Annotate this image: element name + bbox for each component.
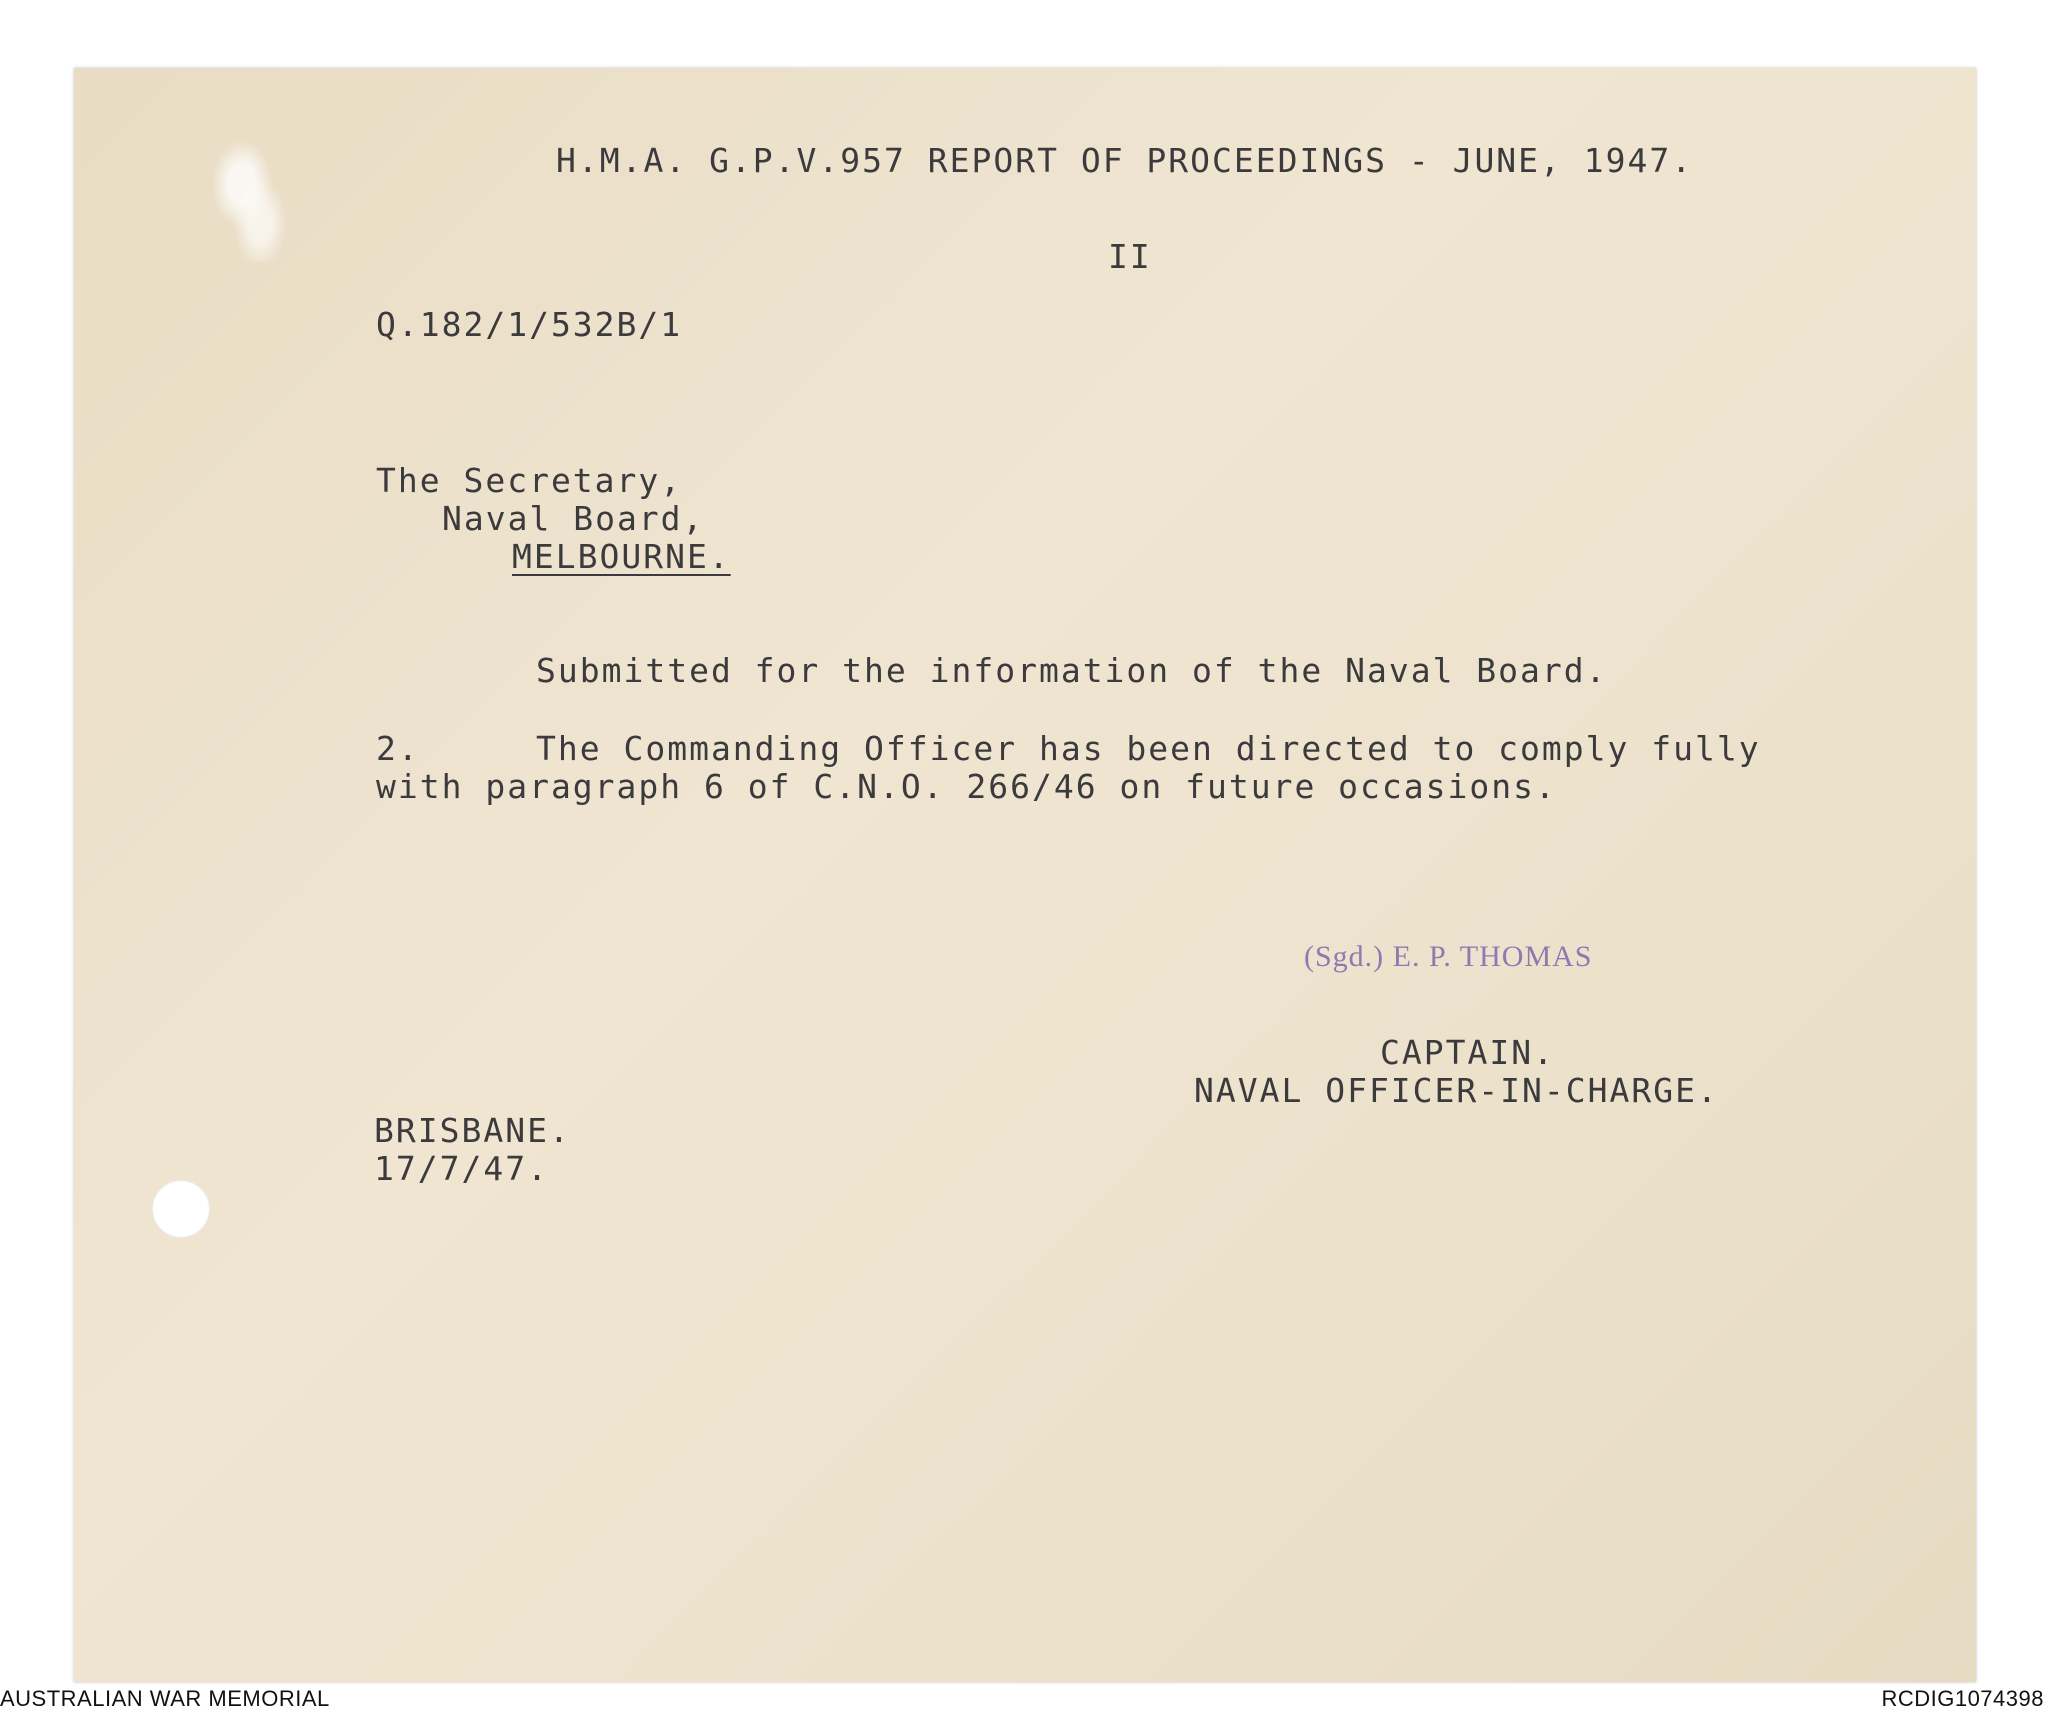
paragraph-2-number: 2.	[376, 729, 420, 768]
footer-identifier: RCDIG1074398	[1881, 1686, 2044, 1711]
reference-number: Q.182/1/532B/1	[376, 305, 683, 344]
addressee-line-1: The Secretary,	[376, 461, 683, 500]
addressee-line-2: Naval Board,	[442, 499, 705, 538]
document-sheet	[74, 68, 1976, 1682]
date: 17/7/47.	[374, 1149, 549, 1188]
signatory-position: NAVAL OFFICER-IN-CHARGE.	[1194, 1071, 1719, 1110]
addressee-line-3: MELBOURNE.	[512, 537, 731, 576]
paragraph-2-line-2: with paragraph 6 of C.N.O. 266/46 on future occasions.	[376, 767, 1557, 806]
paragraph-1: Submitted for the information of the Naval Board.	[536, 651, 1608, 690]
paper-damage	[206, 132, 296, 262]
signature-stamp: (Sgd.) E. P. THOMAS	[1304, 940, 1593, 973]
signatory-rank: CAPTAIN.	[1380, 1033, 1555, 1072]
punch-hole	[152, 1180, 210, 1238]
page-numeral: II	[1108, 237, 1152, 276]
footer-source: AUSTRALIAN WAR MEMORIAL	[0, 1686, 330, 1711]
document-title: H.M.A. G.P.V.957 REPORT OF PROCEEDINGS - JUNE, 1947.	[556, 141, 1694, 180]
place: BRISBANE.	[374, 1111, 571, 1150]
paragraph-2-line-1: The Commanding Officer has been directed to comply fully	[536, 729, 1761, 768]
